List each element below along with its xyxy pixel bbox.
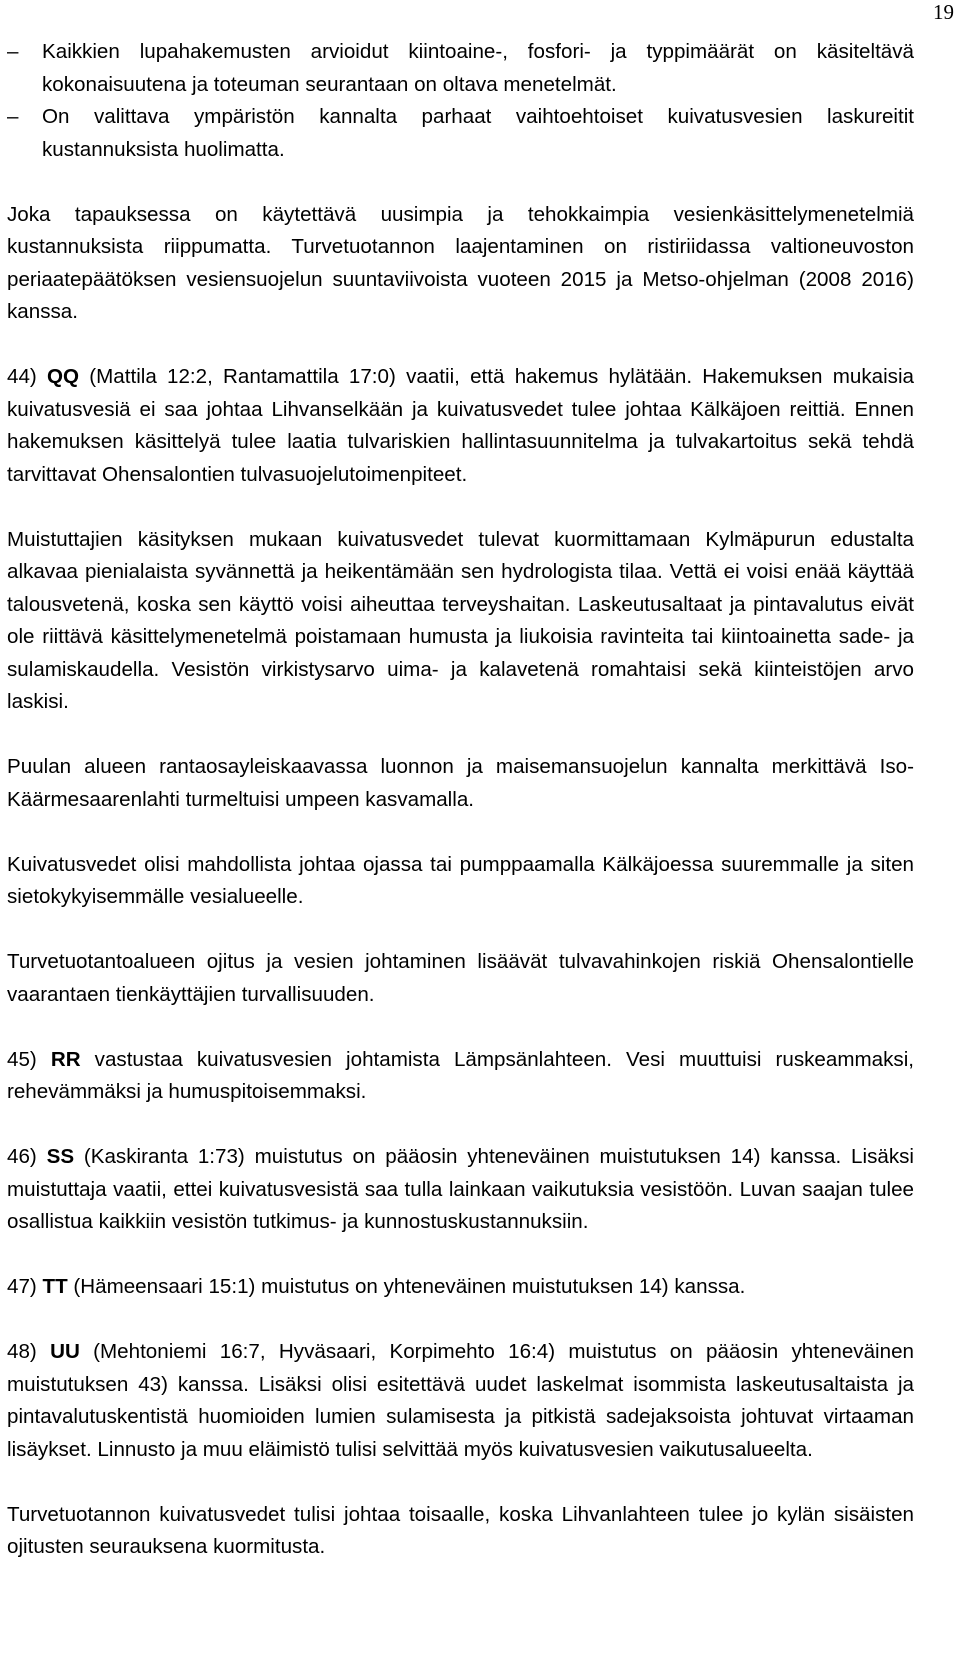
bullet-text: On valittava ympäristön kannalta parhaat vaihtoehtoiset kuivatusvesien laskureitit kustannuksista huolimatta. (42, 105, 914, 161)
bullet-text: Kaikkien lupahakemusten arvioidut kiintoaine-, fosfori- ja typpimäärät on käsiteltävä kokonaisuutena ja toteuman seurantaan on oltava menetelmät. (42, 40, 914, 96)
objection-number: 48) (7, 1340, 37, 1363)
paragraph-objection-44 (7, 361, 914, 491)
paragraph-methods: Joka tapauksessa on käytettävä uusimpia ja tehokkaimpia vesienkäsittelymenetelmiä kustannuksista riippumatta. Turvetuotannon laajentaminen on ristiriidassa valtioneuvoston periaatepäätöksen vesiensuojelun suuntaviivoista vuoteen 2015 ja Metso-ohjelman (2008 2016) kanssa. (7, 202, 914, 323)
paragraph-drainage: Kuivatusvedet olisi mahdollista johtaa ojassa tai pumppaamalla Kälkäjoessa suuremmalle ja siten sietokykyisemmälle vesialueelle. (7, 852, 914, 908)
objection-number: 47) (7, 1275, 37, 1298)
objection-number: 45) (7, 1047, 37, 1071)
paragraph-objection-46 (7, 1141, 914, 1239)
paragraph-flood-risk: Turvetuotantoalueen ojitus ja vesien johtaminen lisäävät tulvavahinkojen riskiä Ohensalontielle vaarantaen tienkäyttäjien turvallisuuden. (7, 950, 914, 1006)
bullet-item (7, 101, 914, 166)
objection-text: (Kaskiranta 1:73) muistutus on pääosin yhteneväinen muistutuksen 14) kanssa. Lisäksi muistuttaja vaatii, ettei kuivatusvesistä saa tulla lainkaan vaikutuksia vesistöön. Luvan saajan tulee osallistua kaikkiin vesistön tutkimus- ja kunnostuskustannuksiin. (7, 1145, 914, 1233)
paragraph-objectors-view: Muistuttajien käsityksen mukaan kuivatusvedet tulevat kuormittamaan Kylmäpurun edustalta alkavaa pienialaista syvännettä ja heikentämään sen hydrologista tilaa. Vettä ei voisi enää käyttää talousvetenä, koska sen käyttö voisi aiheuttaa terveyshaitan. Laskeutusaltaat ja pintavalutus eivät ole riittävä käsittelymenetelmä poistamaan humusta ja liukoisia ravinteita tai kiintoainetta sade- ja sulamiskaudella. Vesistön virkistysarvo uima- ja kalavetenä romahtaisi sekä kiinteistöjen arvo laskisi. (7, 527, 914, 713)
objection-text: (Hämeensaari 15:1) muistutus on yhteneväinen muistutuksen 14) kanssa. (67, 1275, 746, 1298)
paragraph-objection-47 (7, 1271, 914, 1304)
objection-text: (Mehtoniemi 16:7, Hyväsaari, Korpimehto 16:4) muistutus on pääosin yhteneväinen muistutuksen 43) kanssa. Lisäksi olisi esitettävä uudet laskelmat isommista laskeutusaltaista ja pintavalutuskentistä huomioiden lumien sulamisesta ja pitkistä sadejaksoista johtuvat virtaaman lisäykset. Linnusto ja muu eläimistö tulisi selvittää myös kuivatusvesien vaikutusalueelta. (7, 1340, 914, 1461)
objection-number: 44) (7, 365, 37, 388)
paragraph-closing: Turvetuotannon kuivatusvedet tulisi johtaa toisaalle, koska Lihvanlahteen tulee jo kylän sisäisten ojitusten seurauksena kuormitusta. (7, 1502, 914, 1558)
objection-text: (Mattila 12:2, Rantamattila 17:0) vaatii, että hakemus hylätään. Hakemuksen mukaisia kuivatusvesiä ei saa johtaa Lihvanselkään ja kuivatusvedet tulee johtaa Kälkäjoen reittiä. Ennen hakemuksen käsittelyä tulee laatia tulvariskien hallintasuunnitelma ja tulvakartoitus sekä tehdä tarvittavat Ohensalontien tulvasuojelutoimenpiteet. (7, 365, 914, 486)
document-body (7, 36, 914, 1564)
page-number: 19 (933, 0, 954, 24)
paragraph-puula: Puulan alueen rantaosayleiskaavassa luonnon ja maisemansuojelun kannalta merkittävä Iso-Käärmesaarenlahti turmeltuisi umpeen kasvamalla. (7, 755, 914, 811)
objector-name: RR (50, 1047, 81, 1071)
objection-text: vastustaa kuivatusvesien johtamista Lämpsänlahteen. Vesi muuttuisi ruskeammaksi, rehevämmäksi ja humuspitoisemmaksi. (7, 1047, 914, 1103)
paragraph-objection-45 (7, 1044, 914, 1109)
paragraph-objection-48 (7, 1336, 914, 1466)
dash-marker: – (7, 105, 19, 128)
objector-name: SS (46, 1145, 75, 1168)
objector-name: TT (42, 1275, 68, 1298)
dash-marker: – (7, 40, 19, 63)
objection-number: 46) (7, 1145, 37, 1168)
objector-name: UU (50, 1340, 80, 1363)
bullet-item (7, 36, 914, 101)
objector-name: QQ (47, 365, 80, 388)
